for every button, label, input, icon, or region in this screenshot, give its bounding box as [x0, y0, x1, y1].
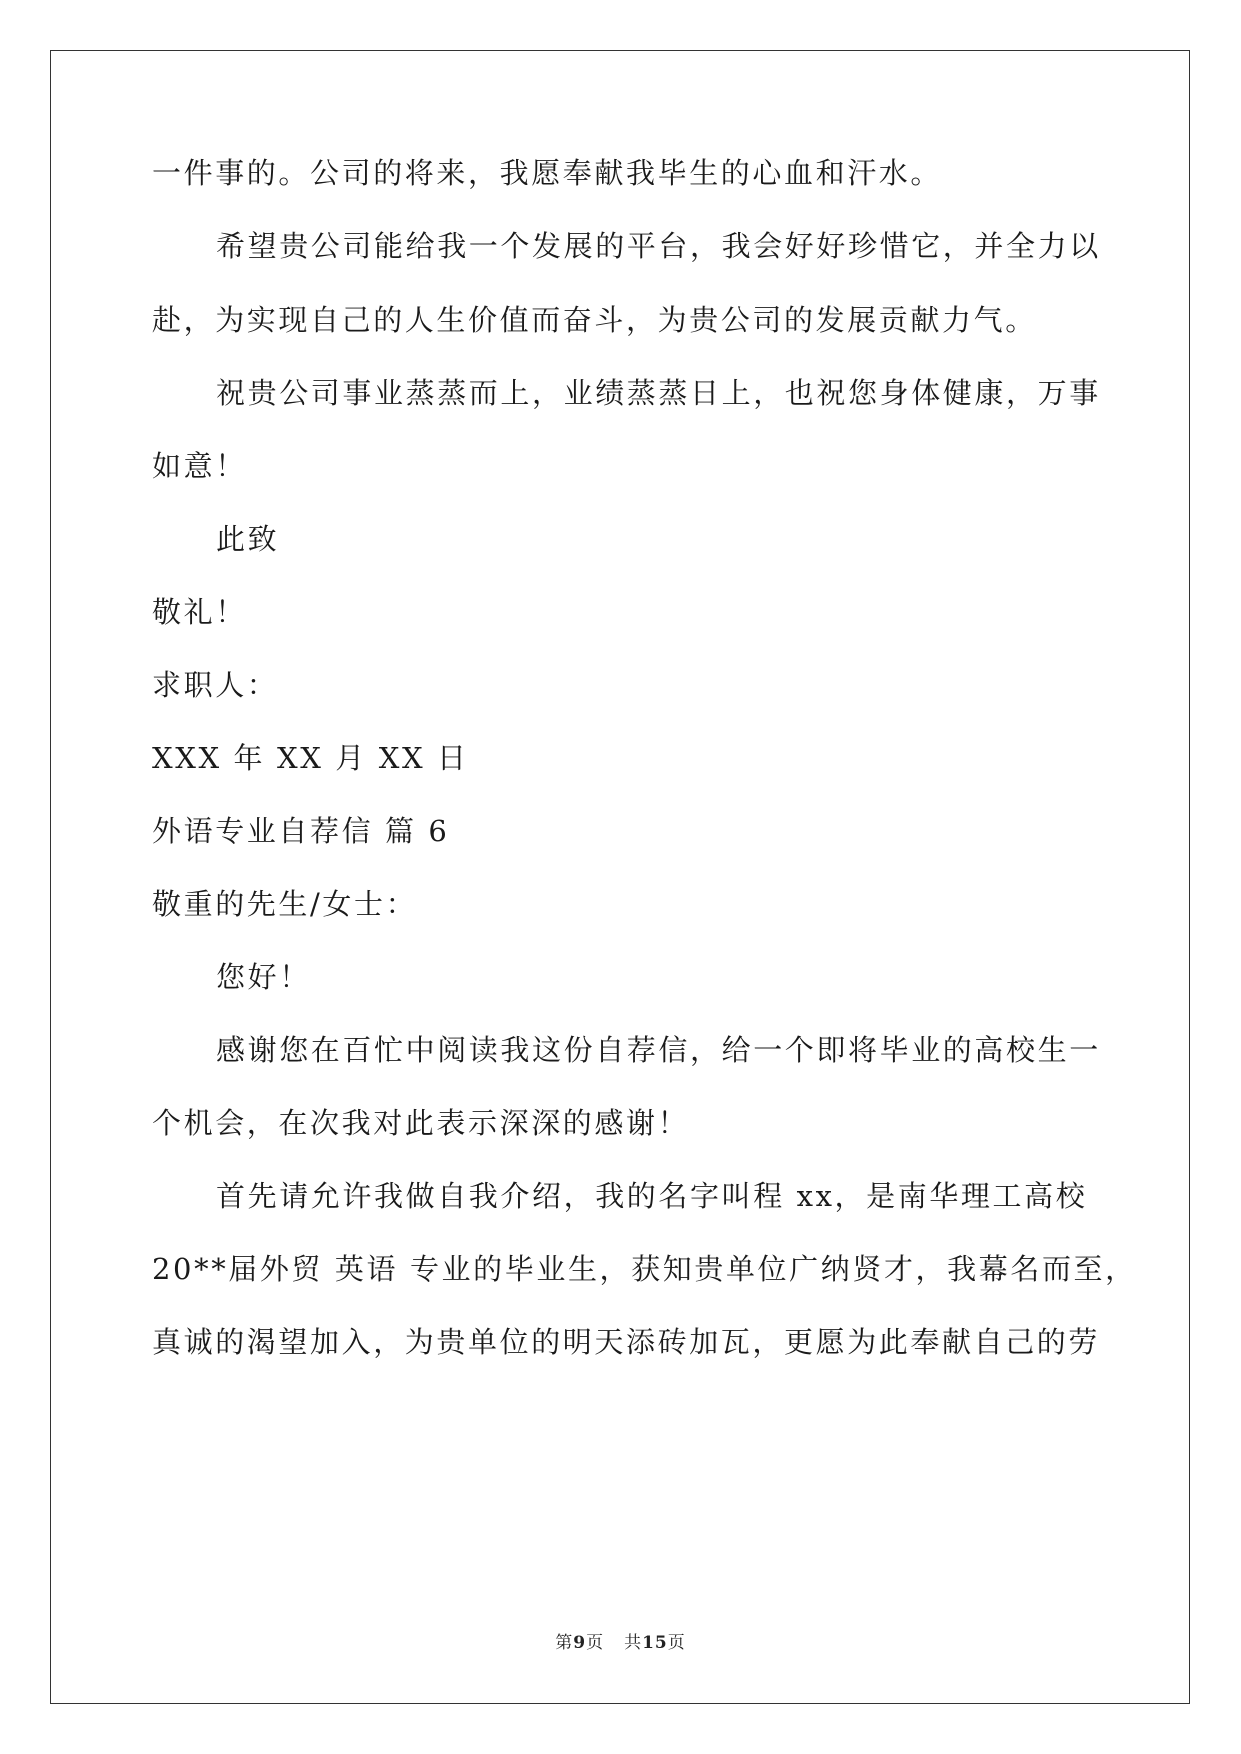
- text-line: 感谢您在百忙中阅读我这份自荐信，给一个即将毕业的高校生一: [216, 1033, 1101, 1067]
- text-line: 您好！: [216, 960, 311, 994]
- text-line: XXX 年 XX 月 XX 日: [152, 741, 469, 775]
- page-number: 9: [573, 1633, 587, 1653]
- text-line: 求职人：: [152, 668, 279, 702]
- text-line: 希望贵公司能给我一个发展的平台，我会好好珍惜它，并全力以: [216, 229, 1101, 263]
- total-pages: 15: [642, 1633, 668, 1653]
- text-line: 20**届外贸 英语 专业的毕业生，获知贵单位广纳贤才，我幕名而至，: [152, 1252, 1137, 1286]
- text-line: 如意！: [152, 449, 247, 483]
- text-line: 敬重的先生/女士：: [152, 887, 418, 921]
- page-border: [50, 50, 1190, 1704]
- text-line: 敬礼！: [152, 595, 247, 629]
- total-prefix: 共: [624, 1633, 643, 1653]
- text-line: 此致: [216, 522, 280, 556]
- text-line: 赴，为实现自己的人生价值而奋斗，为贵公司的发展贡献力气。: [152, 303, 1037, 337]
- text-line: 一件事的。公司的将来，我愿奉献我毕生的心血和汗水。: [152, 156, 943, 190]
- page-footer: [0, 1628, 1241, 1653]
- total-suffix: 页: [667, 1633, 686, 1653]
- text-line: 真诚的渴望加入，为贵单位的明天添砖加瓦，更愿为此奉献自己的劳: [152, 1325, 1101, 1359]
- text-line: 首先请允许我做自我介绍，我的名字叫程 xx，是南华理工高校: [216, 1179, 1088, 1213]
- page-prefix: 第: [555, 1633, 574, 1653]
- text-line: 祝贵公司事业蒸蒸而上，业绩蒸蒸日上，也祝您身体健康，万事: [216, 376, 1101, 410]
- page-suffix: 页: [586, 1633, 605, 1653]
- section-heading: 外语专业自荐信 篇 6: [152, 814, 450, 848]
- text-line: 个机会，在次我对此表示深深的感谢！: [152, 1106, 690, 1140]
